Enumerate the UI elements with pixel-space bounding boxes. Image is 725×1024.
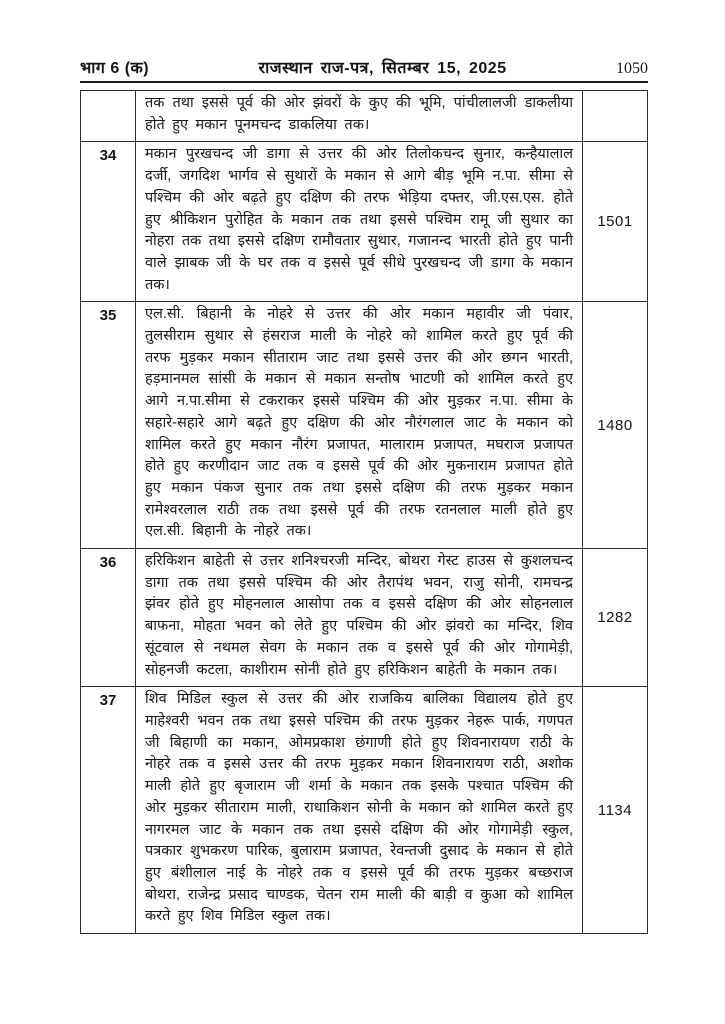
description-cell: हरिकिशन बाहेती से उत्तर शनिश्चरजी मन्दिर, बोथरा गेस्ट हाउस से कुशलचन्द डागा तक तथा इससे पश्चिम की ओर तैरापंथ भवन, राजु सोनी, रामचन्द्र झंवर होते हुए मोहनलाल आसोपा तक व इससे दक्षिण की ओर सोहनलाल बाफना, मोहता भवन को लेते हुए पश्चिम की ओर झंवरो का मन्दिर, शिव सूंटवाल से नथमल सेवग के मकान तक व इससे पूर्व की ओर गोगामेड़ी, सोहनजी कटला, काशीराम सोनी होते हुए हरिकिशन बाहेती के मकान तक। xyxy=(136,549,583,687)
value-cell: 1282 xyxy=(583,549,648,687)
header-page-number: 1050 xyxy=(616,60,648,77)
value-cell: 1480 xyxy=(583,302,648,549)
description-cell: एल.सी. बिहानी के नोहरे से उत्तर की ओर मकान महावीर जी पंवार, तुलसीराम सुथार से हंसराज माली के नोहरे को शामिल करते हुए पूर्व की तरफ मुड़कर मकान सीताराम जाट तथा इससे उत्तर की ओर छगन भारती, हड़मानमल सांसी के मकान से मकान सन्तोष भाटणी को शामिल करते हुए आगे न.पा.सीमा से टकराकर इससे पश्चिम की ओर मुड़कर न.पा. सीमा के सहारे-सहारे आगे बढ़ते हुए दक्षिण की ओर नौरंगलाल जाट के मकान को शामिल करते हुए मकान नौरंग प्रजापत, मालाराम प्रजापत, मघराज प्रजापत होते हुए करणीदान जाट तक व इससे पूर्व की ओर मुकनाराम प्रजापत होते हुए मकान पंकज सुनार तक तथा इससे दक्षिण की तरफ मुड़कर मकान रामेश्वरलाल राठी तक तथा इससे पूर्व की तरफ रतनलाल माली होते हुए एल.सी. बिहानी के नोहरे तक। xyxy=(136,302,583,549)
value-cell xyxy=(583,91,648,142)
page-header xyxy=(80,56,648,83)
table-row-35 xyxy=(81,302,648,549)
value-cell: 1134 xyxy=(583,687,648,934)
description-cell: मकान पुरखचन्द जी डागा से उत्तर की ओर तिलोकचन्द सुनार, कन्हैयालाल दर्जी, जगदिश भार्गव से सुथारों के मकान से आगे बीड़ भूमि न.पा. सीमा से पश्चिम की ओर बढ़ते हुए दक्षिण की तरफ भेड़िया दफ्तर, जी.एस.एस. होते हुए श्रीकिशन पुरोहित के मकान तक तथा इससे पश्चिम रामू जी सुथार का नोहरा तक तथा इससे दक्षिण रामौवतार सुथार, गजानन्द भारती होते हुए पानी वाले झाबक जी के घर तक व इससे पूर्व सीधे पुरखचन्द जी डागा के मकान तक। xyxy=(136,142,583,302)
serial-number-cell: 37 xyxy=(81,687,136,934)
table-row-36 xyxy=(81,549,648,687)
table-row-continuation xyxy=(81,91,648,142)
table-row-34 xyxy=(81,142,648,302)
serial-number-cell: 35 xyxy=(81,302,136,549)
serial-number-cell xyxy=(81,91,136,142)
serial-number-cell: 34 xyxy=(81,142,136,302)
header-part-label: भाग 6 (क) xyxy=(80,60,150,77)
header-title: राजस्थान राज-पत्र, सितम्बर 15, 2025 xyxy=(258,60,507,77)
description-cell: तक तथा इससे पूर्व की ओर झंवरों के कुए की भूमि, पांचीलालजी डाकलीया होते हुए मकान पूनमचन्द डाकलिया तक। xyxy=(136,91,583,142)
value-cell: 1501 xyxy=(583,142,648,302)
description-cell: शिव मिडिल स्कुल से उत्तर की ओर राजकिय बालिका विद्यालय होते हुए माहेश्वरी भवन तक तथा इससे पश्चिम की तरफ मुड़कर नेहरू पार्क, गणपत जी बिहाणी का मकान, ओमप्रकाश छंगाणी होते हुए शिवनारायण राठी के नोहरे तक व इससे उत्तर की तरफ मुड़कर मकान शिवनारायण राठी, अशोक माली होते हुए बृजाराम जी शर्मा के मकान तक इसके पश्चात पश्चिम की ओर मुड़कर सीताराम माली, राधाकिशन सोनी के मकान को शामिल करते हुए नागरमल जाट के मकान तक तथा इससे दक्षिण की ओर गोगामेड़ी स्कुल, पत्रकार शुभकरण पारिक, बुलाराम प्रजापत, रेवन्तजी दुसाद के मकान से होते हुए बंशीलाल नाई के नोहरे तक व इससे पूर्व की तरफ मुड़कर बच्छराज बोथरा, राजेन्द्र प्रसाद चाण्डक, चेतन राम माली की बाड़ी व कुआ को शामिल करते हुए शिव मिडिल स्कुल तक। xyxy=(136,687,583,934)
boundary-table-body xyxy=(81,91,648,934)
table-row-37 xyxy=(81,687,648,934)
boundary-table xyxy=(80,90,648,934)
serial-number-cell: 36 xyxy=(81,549,136,687)
